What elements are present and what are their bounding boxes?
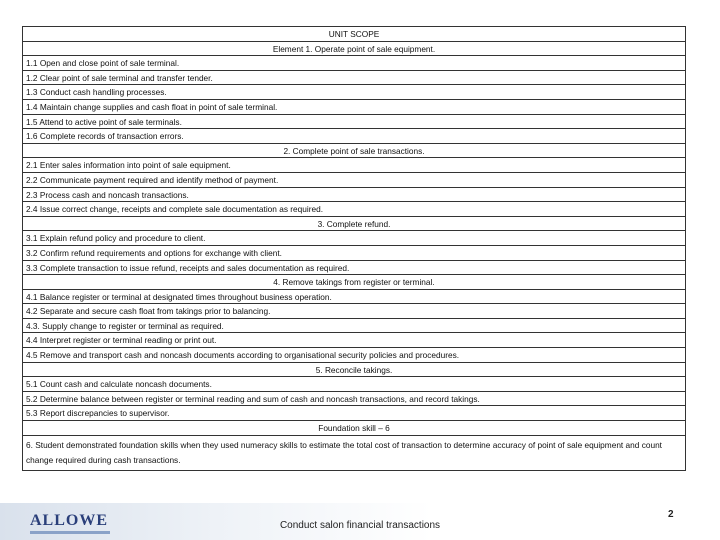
allowe-logo: ALLOWE — [30, 512, 109, 529]
element-item: 5.2 Determine balance between register or terminal reading and sum of cash and noncash transactions, and record takings. — [23, 392, 685, 407]
logo-underline — [30, 531, 110, 534]
element-item: 4.3. Supply change to register or terminal as required. — [23, 319, 685, 334]
page-footer — [0, 503, 720, 540]
element-1-heading: Element 1. Operate point of sale equipment. — [23, 42, 685, 57]
element-3-heading: 3. Complete refund. — [23, 217, 685, 232]
element-item: 2.1 Enter sales information into point of sale equipment. — [23, 158, 685, 173]
element-item: 1.4 Maintain change supplies and cash float in point of sale terminal. — [23, 100, 685, 115]
element-item: 3.3 Complete transaction to issue refund, receipts and sales documentation as required. — [23, 261, 685, 276]
foundation-skill-text: 6. Student demonstrated foundation skills when they used numeracy skills to estimate the total cost of transaction to determine accuracy of point of sale equipment and count change required during cash transactions. — [26, 439, 662, 466]
element-item: 4.1 Balance register or terminal at designated times throughout business operation. — [23, 290, 685, 305]
element-4-heading: 4. Remove takings from register or terminal. — [23, 275, 685, 290]
element-item: 1.3 Conduct cash handling processes. — [23, 85, 685, 100]
element-item: 4.5 Remove and transport cash and noncash documents according to organisational security policies and procedures. — [23, 348, 685, 363]
element-item: 2.4 Issue correct change, receipts and complete sale documentation as required. — [23, 202, 685, 217]
page-number: 2 — [668, 509, 674, 520]
element-item: 2.3 Process cash and noncash transactions. — [23, 188, 685, 203]
element-item: 3.1 Explain refund policy and procedure to client. — [23, 231, 685, 246]
element-item: 3.2 Confirm refund requirements and options for exchange with client. — [23, 246, 685, 261]
element-item: 1.1 Open and close point of sale terminal. — [23, 56, 685, 71]
element-item: 1.5 Attend to active point of sale terminals. — [23, 115, 685, 130]
footer-title: Conduct salon financial transactions — [279, 520, 441, 531]
foundation-skill-heading: Foundation skill – 6 — [23, 421, 685, 436]
element-item: 1.2 Clear point of sale terminal and transfer tender. — [23, 71, 685, 86]
element-5-heading: 5. Reconcile takings. — [23, 363, 685, 378]
element-item: 2.2 Communicate payment required and identify method of payment. — [23, 173, 685, 188]
element-item: 1.6 Complete records of transaction errors. — [23, 129, 685, 144]
element-item: 4.2 Separate and secure cash float from takings prior to balancing. — [23, 304, 685, 319]
element-item: 5.3 Report discrepancies to supervisor. — [23, 406, 685, 421]
element-item: 5.1 Count cash and calculate noncash documents. — [23, 377, 685, 392]
unit-scope-table — [22, 26, 686, 471]
element-item: 4.4 Interpret register or terminal reading or print out. — [23, 333, 685, 348]
element-2-heading: 2. Complete point of sale transactions. — [23, 144, 685, 159]
table-header: UNIT SCOPE — [23, 27, 685, 42]
